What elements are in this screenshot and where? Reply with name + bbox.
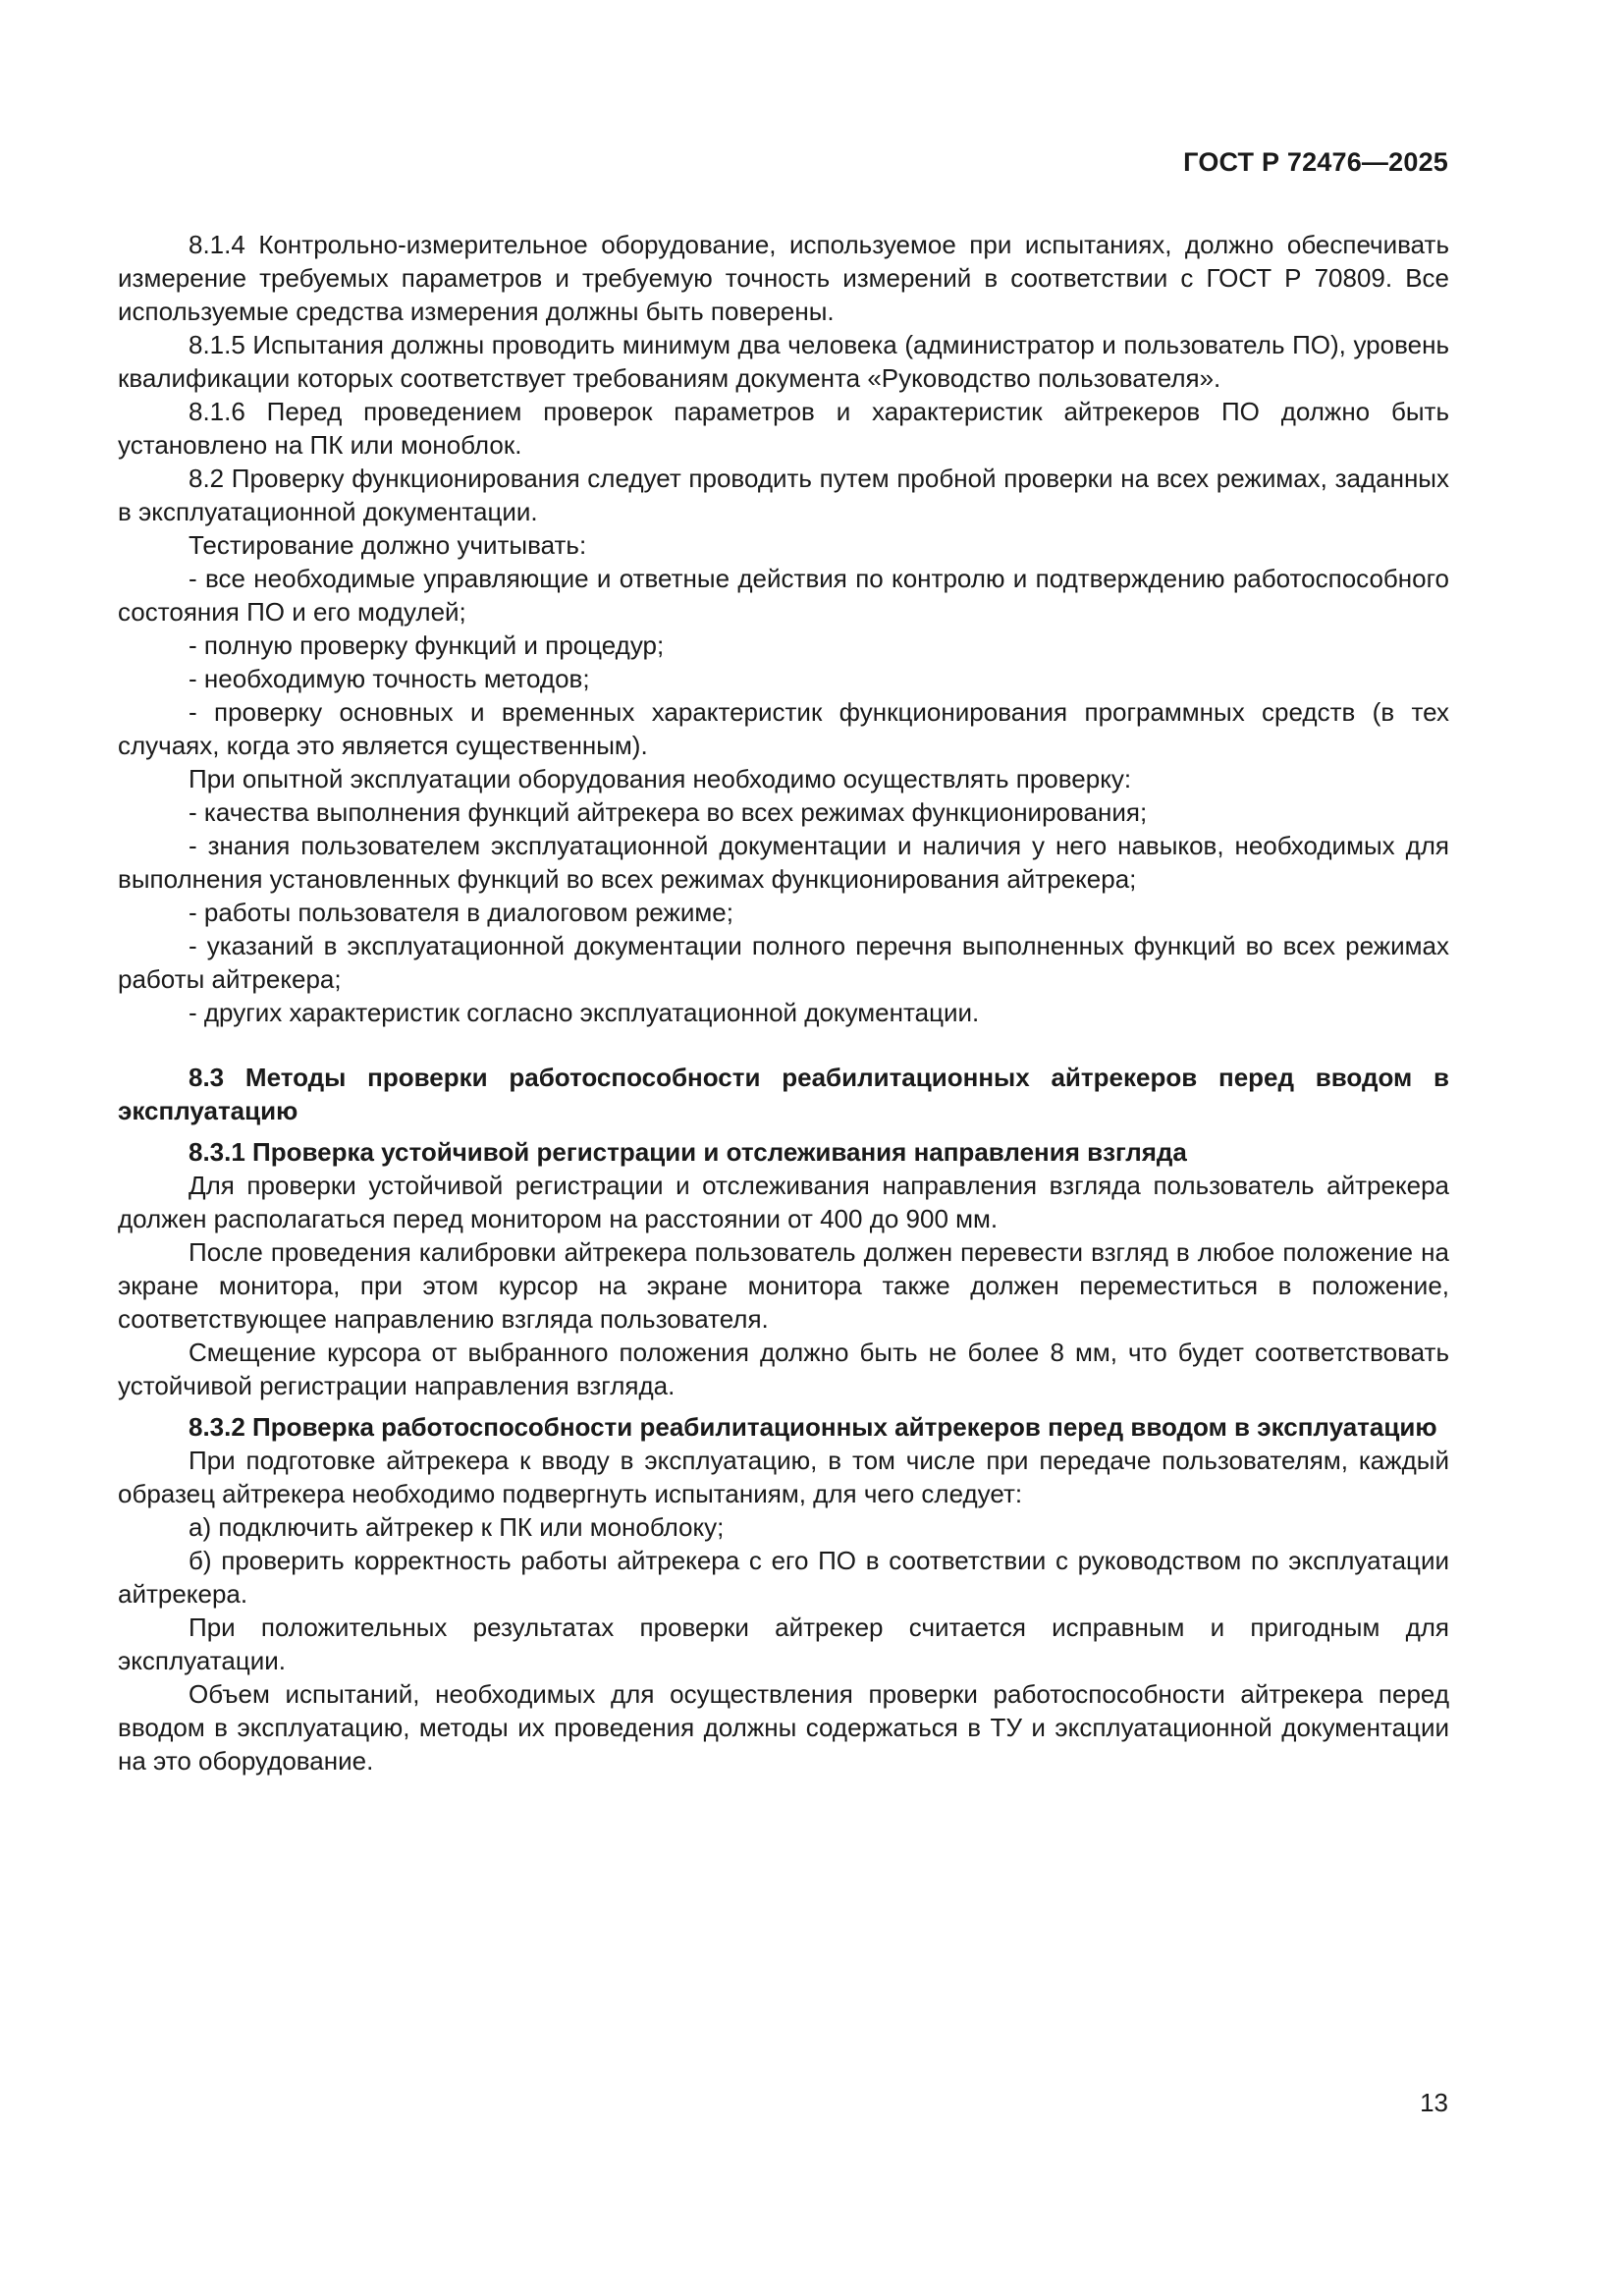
paragraph: Смещение курсора от выбранного положения должно быть не более 8 мм, что будет соответствовать устойчивой регистрации направления взгляда.: [118, 1338, 1449, 1400]
list-item: - проверку основных и временных характеристик функционирования программных средств (в тех случаях, когда это является существенным).: [118, 697, 1449, 760]
paragraph: Объем испытаний, необходимых для осуществления проверки работоспособности айтрекера перед вводом в эксплуатацию, методы их проведения должны содержаться в ТУ и эксплуатационной документации на это оборудование.: [118, 1679, 1449, 1776]
section-heading-8-3-1: 8.3.1 Проверка устойчивой регистрации и отслеживания направления взгляда: [189, 1137, 1187, 1167]
list-item: - знания пользователем эксплуатационной документации и наличия у него навыков, необходимых для выполнения установленных функций во всех режимах функционирования айтрекера;: [118, 831, 1449, 894]
list-item: - работы пользователя в диалоговом режиме;: [189, 898, 733, 927]
document-id-header: ГОСТ Р 72476—2025: [1183, 147, 1448, 177]
list-item: б) проверить корректность работы айтрекера с его ПО в соответствии с руководством по эксплуатации айтрекера.: [118, 1546, 1449, 1609]
document-body: [118, 228, 1449, 1777]
paragraph-testing-intro: Тестирование должно учитывать:: [189, 530, 587, 560]
paragraph: После проведения калибровки айтрекера пользователь должен перевести взгляд в любое положение на экране монитора, при этом курсор на экране монитора также должен переместиться в положение, соответствующее направлению взгляда пользователя.: [118, 1237, 1449, 1334]
paragraph-trial-intro: При опытной эксплуатации оборудования необходимо осуществлять проверку:: [189, 764, 1132, 793]
list-item: - необходимую точность методов;: [189, 664, 590, 693]
list-item: - других характеристик согласно эксплуатационной документации.: [189, 998, 980, 1027]
paragraph: При подготовке айтрекера к вводу в эксплуатацию, в том числе при передаче пользователям, каждый образец айтрекера необходимо подвергнуть испытаниям, для чего следует:: [118, 1446, 1449, 1508]
paragraph: Для проверки устойчивой регистрации и отслеживания направления взгляда пользователь айтрекера должен располагаться перед монитором на расстоянии от 400 до 900 мм.: [118, 1171, 1449, 1233]
paragraph-8-1-5: 8.1.5 Испытания должны проводить минимум два человека (администратор и пользователь ПО), уровень квалификации которых соответствует требованиям документа «Руководство пользователя».: [118, 330, 1449, 393]
page-number: 13: [1420, 2088, 1448, 2117]
paragraph-8-1-6: 8.1.6 Перед проведением проверок параметров и характеристик айтрекеров ПО должно быть установлено на ПК или моноблок.: [118, 397, 1449, 460]
paragraph-8-2: 8.2 Проверку функционирования следует проводить путем пробной проверки на всех режимах, заданных в эксплуатационной документации.: [118, 464, 1449, 526]
list-item: - все необходимые управляющие и ответные действия по контролю и подтверждению работоспособного состояния ПО и его модулей;: [118, 564, 1449, 627]
section-heading-8-3-2: 8.3.2 Проверка работоспособности реабилитационных айтрекеров перед вводом в эксплуатацию: [189, 1412, 1437, 1442]
paragraph-8-1-4: 8.1.4 Контрольно-измерительное оборудование, используемое при испытаниях, должно обеспечивать измерение требуемых параметров и требуемую точность измерений в соответствии с ГОСТ Р 70809. Все используемые средства измерения должны быть поверены.: [118, 230, 1449, 326]
list-item: - полную проверку функций и процедур;: [189, 630, 665, 660]
list-item: - указаний в эксплуатационной документации полного перечня выполненных функций во всех режимах работы айтрекера;: [118, 931, 1449, 994]
section-heading-8-3: 8.3 Методы проверки работоспособности реабилитационных айтрекеров перед вводом в эксплуатацию: [118, 1063, 1449, 1125]
paragraph: При положительных результатах проверки айтрекер считается исправным и пригодным для эксплуатации.: [118, 1613, 1449, 1675]
list-item: а) подключить айтрекер к ПК или моноблоку;: [189, 1512, 725, 1542]
list-item: - качества выполнения функций айтрекера во всех режимах функционирования;: [189, 797, 1148, 827]
